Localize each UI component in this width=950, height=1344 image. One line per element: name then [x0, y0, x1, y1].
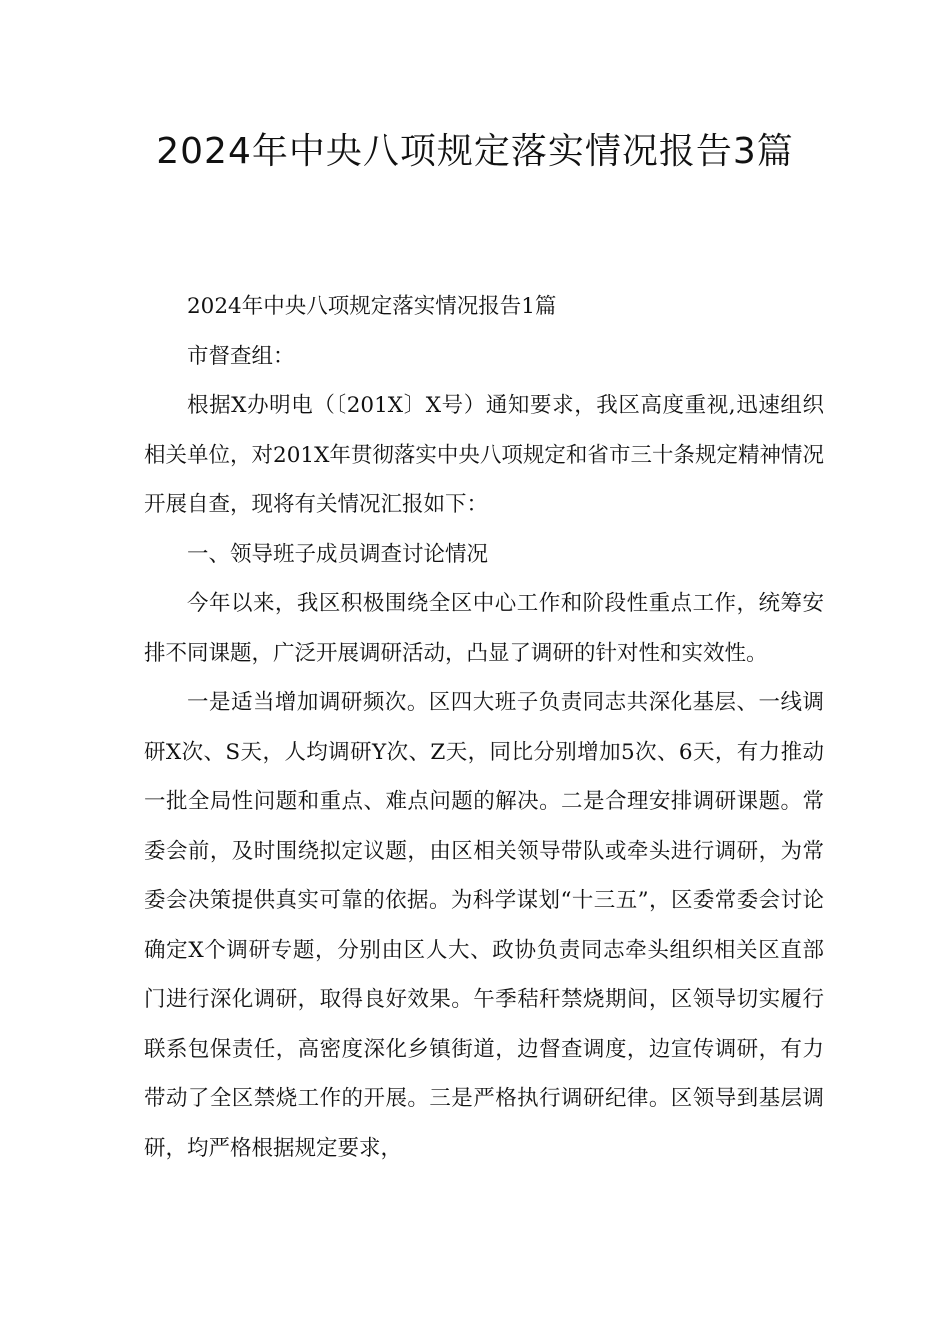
body-paragraph: 今年以来，我区积极围绕全区中心工作和阶段性重点工作，统筹安排不同课题，广泛开展调研活动，凸显了调研的针对性和实效性。	[144, 591, 824, 666]
document-title: 2024年中央八项规定落实情况报告3篇	[156, 131, 794, 172]
salutation-paragraph: 市督查组：	[187, 343, 295, 369]
subtitle-paragraph: 2024年中央八项规定落实情况报告1篇	[187, 294, 557, 319]
document-body	[144, 282, 824, 1173]
intro-paragraph: 根据X办明电（〔201X〕X号）通知要求，我区高度重视,迅速组织相关单位，对201X年贯彻落实中央八项规定和省市三十条规定精神情况开展自查，现将有关情况汇报如下：	[144, 393, 824, 517]
section-heading: 一、领导班子成员调查讨论情况	[187, 541, 489, 567]
body-paragraph: 一是适当增加调研频次。区四大班子负责同志共深化基层、一线调研X次、S天，人均调研Y次、Z天，同比分别增加5次、6天，有力推动一批全局性问题和重点、难点问题的解决。二是合理安排调研课题。常委会前，及时围绕拟定议题，由区相关领导带队或牵头进行调研，为常委会决策提供真实可靠的依据。为科学谋划“十三五”，区委常委会讨论确定X个调研专题，分别由区人大、政协负责同志牵头组织相关区直部门进行深化调研，取得良好效果。午季秸秆禁烧期间，区领导切实履行联系包保责任，高密度深化乡镇街道，边督查调度，边宣传调研，有力带动了全区禁烧工作的开展。三是严格执行调研纪律。区领导到基层调研，均严格根据规定要求，	[144, 690, 824, 1161]
